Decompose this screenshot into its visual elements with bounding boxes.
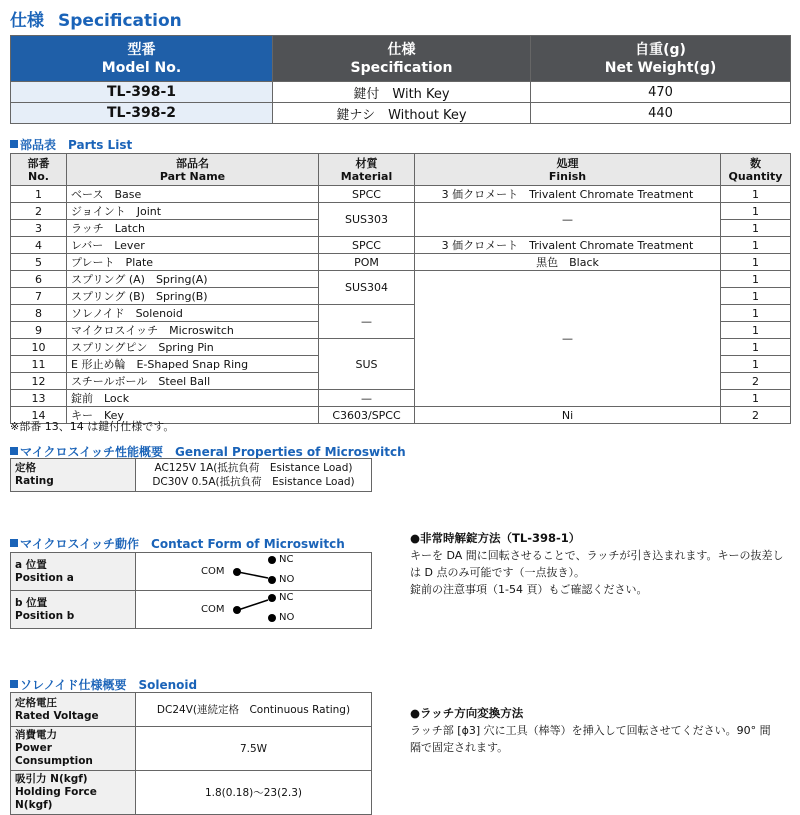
table-row: 1 ベース Base SPCC 3 価クロメート Trivalent Chromate Treatment 1 — [11, 186, 791, 203]
weight-value: 440 — [531, 103, 791, 124]
table-row: 9 マイクロスイッチ Microswitch 1 — [11, 322, 791, 339]
rating-section-title: マイクロスイッチ性能概要 General Properties of Microswitch — [10, 443, 406, 460]
spec-value: 鍵ナシ Without Key — [273, 103, 531, 124]
table-row: 2 ジョイント Joint SUS303 — 1 — [11, 203, 791, 220]
header-finish: 処理 Finish — [415, 154, 721, 186]
force-value: 1.8(0.18)～23(2.3) — [136, 771, 372, 815]
page-title — [10, 6, 182, 31]
weight-value: 470 — [531, 82, 791, 103]
table-row: 10 スプリングピン Spring Pin SUS 1 — [11, 339, 791, 356]
no-terminal-icon — [268, 614, 276, 622]
header-model: 型番 Model No. — [11, 36, 273, 82]
power-label: 消費電力 Power Consumption — [11, 727, 136, 771]
table-row: 6 スプリング (A) Spring(A) SUS304 — 1 — [11, 271, 791, 288]
contact-section-title: マイクロスイッチ動作 Contact Form of Microswitch — [10, 535, 345, 552]
title-jp: 仕様 — [10, 11, 44, 31]
solenoid-table — [10, 692, 372, 815]
table-row: 13 錠前 Lock — 1 — [11, 390, 791, 407]
table-row: 4 レバー Lever SPCC 3 価クロメート Trivalent Chromate Treatment 1 — [11, 237, 791, 254]
no-terminal-icon — [268, 576, 276, 584]
voltage-label: 定格電圧 Rated Voltage — [11, 693, 136, 727]
header-name: 部品名 Part Name — [67, 154, 319, 186]
power-value: 7.5W — [136, 727, 372, 771]
nc-terminal-icon — [268, 556, 276, 564]
nc-terminal-icon — [268, 594, 276, 602]
header-weight: 自重(g) Net Weight(g) — [531, 36, 791, 82]
header-qty: 数 Quantity — [721, 154, 791, 186]
voltage-value: DC24V(連続定格 Continuous Rating) — [136, 693, 372, 727]
table-row: 7 スプリング (B) Spring(B) 1 — [11, 288, 791, 305]
table-row: 5 プレート Plate POM 黒色 Black 1 — [11, 254, 791, 271]
rating-label: 定格 Rating — [11, 459, 136, 492]
table-row — [11, 82, 791, 103]
title-en: Specification — [58, 11, 182, 31]
header-no: 部番 No. — [11, 154, 67, 186]
solenoid-section-title: ソレノイド仕様概要 Solenoid — [10, 676, 197, 693]
latch-direction-text: ●ラッチ方向変換方法 ラッチ部 [ϕ3] 穴に工具（棒等）を挿入して回転させてください。90° 間 隔で固定されます。 — [410, 706, 771, 754]
model-no: TL-398-1 — [11, 82, 273, 103]
table-row: 12 スチールボール Steel Ball 2 — [11, 373, 791, 390]
table-row: 14 キー Key C3603/SPCC Ni 2 — [11, 407, 791, 424]
parts-note: ※部番 13、14 は鍵付仕様です。 — [10, 420, 175, 433]
model-no: TL-398-2 — [11, 103, 273, 124]
parts-table — [10, 153, 791, 424]
position-b-diagram: COM NC NO — [136, 591, 372, 629]
contact-table — [10, 552, 372, 629]
table-row — [11, 103, 791, 124]
header-spec: 仕様 Specification — [273, 36, 531, 82]
position-b-label: b 位置 Position b — [11, 591, 136, 629]
parts-section-title: 部品表 Parts List — [10, 136, 132, 153]
position-a-label: a 位置 Position a — [11, 553, 136, 591]
spec-table — [10, 35, 791, 124]
header-material: 材質 Material — [319, 154, 415, 186]
table-row: 11 E 形止め輪 E-Shaped Snap Ring 1 — [11, 356, 791, 373]
force-label: 吸引力 N(kgf) Holding Force N(kgf) — [11, 771, 136, 815]
table-row: 3 ラッチ Latch 1 — [11, 220, 791, 237]
emergency-title: ●非常時解錠方法（TL-398-1） — [410, 531, 581, 545]
spec-value: 鍵付 With Key — [273, 82, 531, 103]
position-a-diagram: COM NC NO — [136, 553, 372, 591]
latch-title: ●ラッチ方向変換方法 — [410, 706, 524, 720]
table-row: 8 ソレノイド Solenoid — 1 — [11, 305, 791, 322]
emergency-unlock-text: ●非常時解錠方法（TL-398-1） キーを DA 間に回転させることで、ラッチが引き込まれます。キーの抜差し は D 点のみ可能です（一点抜き）。 錠前の注意事項（1-54 頁）もご確認ください。 — [410, 531, 784, 596]
rating-table — [10, 458, 372, 492]
rating-value: AC125V 1A(抵抗負荷 Esistance Load) DC30V 0.5A(抵抗負荷 Esistance Load) — [136, 459, 372, 492]
